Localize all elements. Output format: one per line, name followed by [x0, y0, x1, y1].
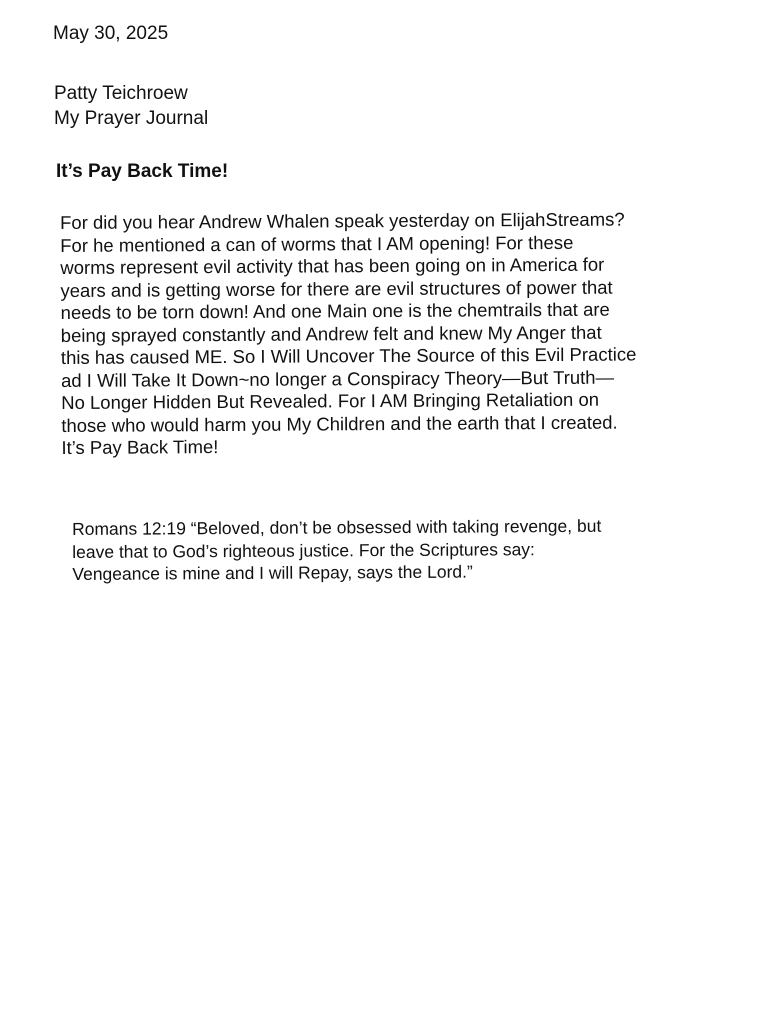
scripture-line: Romans 12:19 “Beloved, don’t be obsessed with taking revenge, but [72, 515, 602, 539]
body-line: For did you hear Andrew Whalen speak yesterday on ElijahStreams? [60, 208, 625, 233]
body-line: being sprayed constantly and Andrew felt and knew My Anger that [60, 321, 602, 346]
body-line: worms represent evil activity that has been going on in America for [60, 253, 605, 278]
body-line: years and is getting worse for there are evil structures of power that [60, 276, 613, 301]
body-line: those who would harm you My Children and the earth that I created. [61, 411, 618, 436]
body-line: It’s Pay Back Time! [61, 436, 219, 458]
body-line: ad I Will Take It Down~no longer a Conspiracy Theory—But Truth— [60, 366, 615, 391]
entry-body [60, 208, 751, 460]
author-name: Patty Teichroew [54, 83, 188, 104]
body-line: this has caused ME. So I Will Uncover The Source of this Evil Practice [60, 343, 637, 368]
entry-date: May 30, 2025 [53, 23, 169, 44]
body-line: No Longer Hidden But Revealed. For I AM Bringing Retaliation on [61, 388, 600, 413]
entry-title: It’s Pay Back Time! [56, 161, 229, 182]
journal-name: My Prayer Journal [54, 108, 209, 129]
body-line: For he mentioned a can of worms that I AM opening! For these [60, 231, 574, 256]
scripture-quote [72, 514, 742, 586]
body-line: needs to be torn down! And one Main one is the chemtrails that are [60, 298, 610, 323]
author-block [54, 81, 208, 131]
scripture-line: leave that to God’s righteous justice. For the Scriptures say: [72, 538, 535, 562]
scripture-line: Vengeance is mine and I will Repay, says the Lord.” [72, 561, 473, 584]
